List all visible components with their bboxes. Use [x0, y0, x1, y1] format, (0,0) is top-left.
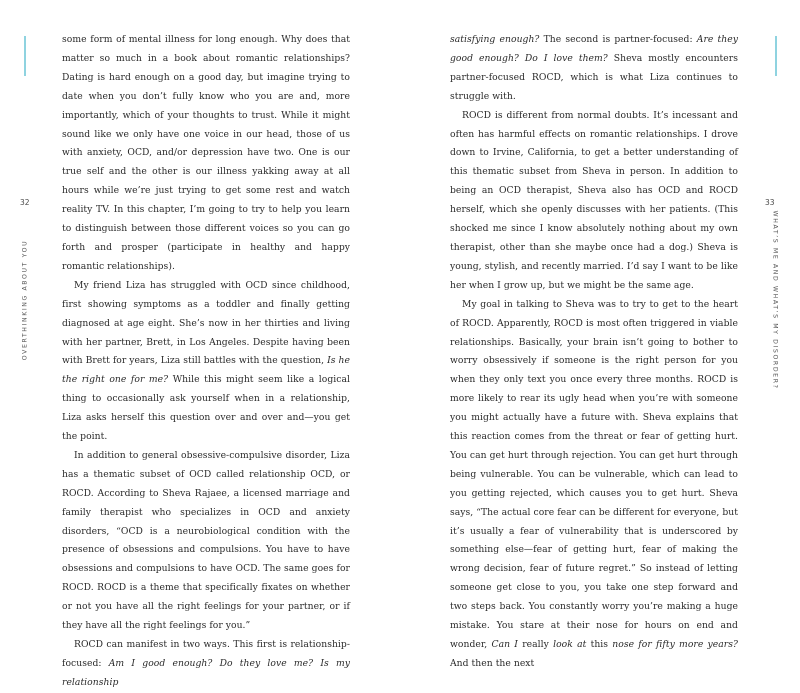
body-text: My friend Liza has struggled with OCD since childhood, first showing symptoms as a toddler and finally getting diagnosed at age eight. She’s now in her thirties and living with her partner, Brett, in Los Angeles. Despite having been with Brett for years, Liza still battles with the question, — [62, 279, 350, 367]
italic-text: nose for fifty more years? — [612, 639, 738, 650]
right-page — [400, 0, 800, 669]
paragraph — [62, 31, 350, 277]
body-text: And then the next — [450, 657, 535, 669]
body-text: In addition to general obsessive-compulsive disorder, Liza has a thematic subset of OCD called relationship OCD, or ROCD. According to Sheva Rajaee, a licensed marriage and family therapist who specializes in OCD and anxiety disorders, “OCD is a neurobiological condition with the presence of obsessions and compulsions. You have to have obsessions and compulsions to have OCD. The same goes for ROCD. ROCD is a theme that specifically fixates on whether or not you have all the right feelings for your partner, or if they have all the right feelings for you.” — [62, 449, 350, 632]
paragraph — [450, 31, 738, 107]
left-text-column — [62, 31, 350, 693]
body-text: The second is partner-focused: — [539, 34, 697, 45]
right-text-column — [450, 31, 738, 674]
body-text: My goal in talking to Sheva was to try to get to the heart of ROCD. Apparently, ROCD is most often triggered in viable relationships. Basically, your brain isn’t going to bother to worry obsessively if someone is the right person for you when they only text you once every three months. ROCD is more likely to rear its ugly head when you’re with someone you might actually have a future with. Sheva explains that this reaction comes from the threat or fear of getting hurt. You can get hurt through rejection. You can get hurt through being vulnerable. You can be vulnerable, which can lead to you getting rejected, which causes you to get hurt. Sheva says, “The actual core fear can be different for everyone, but it’s usually a fear of vulnerability that is underscored by something else—fear of getting hurt, fear of making the wrong decision, fear of future regret.” So instead of letting someone get close to you, you take one step forward and two steps back. You constantly worry you’re making a huge mistake. You stare at their nose for hours on end and wonder, — [450, 298, 738, 650]
right-running-head: WHAT’S ME AND WHAT’S MY DISORDER? — [771, 210, 779, 390]
paragraph — [450, 296, 738, 674]
paragraph — [62, 636, 350, 693]
left-page-number: 32 — [20, 198, 30, 207]
body-text: Sheva mostly encounters partner-focused ROCD, which is what Liza continues to struggle with. — [450, 52, 738, 102]
italic-text: Are they good enough? Do I love them? — [450, 34, 738, 64]
left-running-head: OVERTHINKING ABOUT YOU — [21, 239, 29, 361]
left-page — [0, 0, 400, 688]
body-text: this — [586, 639, 613, 650]
italic-text: Is he the right one for me? — [62, 355, 351, 386]
italic-text: look at — [553, 639, 587, 650]
italic-text: Am I good enough? Do they love me? Is my relationship — [62, 657, 350, 688]
body-text: While this might seem like a logical thing to occasionally ask yourself when in a relationship, Liza asks herself this question over and over and—you get the point. — [62, 374, 350, 443]
paragraph — [62, 277, 350, 447]
body-text: ROCD can manifest in two ways. This first is relationship-focused: — [62, 639, 350, 669]
body-text: some form of mental illness for long enough. Why does that matter so much in a book about romantic relationships? Dating is hard enough on a good day, but imagine trying to date when you don’t fully know who you are and, more importantly, which of your thoughts to trust. While it might sound like we only have one voice in our head, those of us with anxiety, OCD, and/or depression have two. One is our true self and the other is our illness yakking away at all hours while we’re just trying to get some rest and watch reality TV. In this chapter, I’m going to try to help you learn to distinguish between those different voices so you can go forth and prosper (participate in healthy and happy romantic relationships). — [62, 34, 350, 272]
italic-text: satisfying enough? — [450, 34, 540, 45]
body-text: really — [517, 639, 554, 650]
body-text: ROCD is different from normal doubts. It’s incessant and often has harmful effects on romantic relationships. I drove down to Irvine, California, to get a better understanding of this thematic subset from Sheva in person. In addition to being an OCD therapist, Sheva also has OCD and ROCD herself, which she openly discusses with her patients. (This shocked me since I know absolutely nothing about my own therapist, other than she maybe once had a dog.) Sheva is young, stylish, and recently married. I’d say I want to be like her when I grow up, but we might be the same age. — [450, 109, 738, 291]
right-accent-bar — [775, 36, 777, 76]
right-page-number: 33 — [765, 198, 775, 207]
left-accent-bar — [24, 36, 26, 76]
paragraph — [62, 447, 350, 636]
paragraph — [450, 107, 738, 296]
italic-text: Can I — [491, 639, 518, 650]
